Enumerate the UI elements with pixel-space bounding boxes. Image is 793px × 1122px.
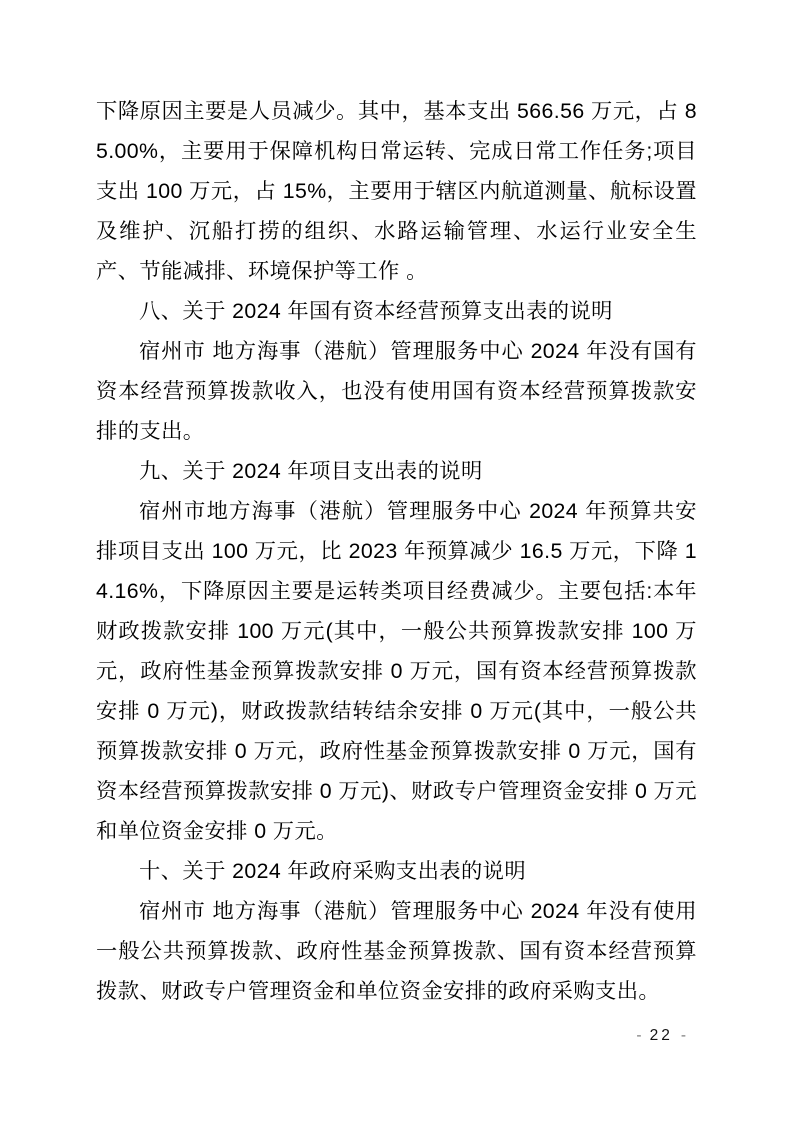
page-number-dash-right: - xyxy=(680,1027,686,1044)
section-heading-10-government-procurement: 十、关于 2024 年政府采购支出表的说明 xyxy=(139,859,527,883)
page-footer xyxy=(628,1025,694,1047)
document-body xyxy=(96,91,697,1011)
section-heading-9-project-expenditure: 九、关于 2024 年项目支出表的说明 xyxy=(139,459,483,483)
page-number-dash-left: - xyxy=(636,1027,642,1044)
paragraph-project-expenditure: 宿州市地方海事（港航）管理服务中心 2024 年预算共安排项目支出 100 万元，比 2023 年预算减少 16.5 万元，下降 14.16%，下降原因主要是运转类项目经费减少。主要包括:本年财政拨款安排 100 万元(其中，一般公共预算拨款安排 100 万元，政府性基金预算拨款安排 0 万元，国有资本经营预算拨款安排 0 万元)，财政拨款结转结余安排 0 万元(其中，一般公共预算拨款安排 0 万元，政府性基金预算拨款安排 0 万元，国有资本经营预算拨款安排 0 万元)、财政专户管理资金安排 0 万元和单位资金安排 0 万元。 xyxy=(96,499,697,843)
paragraph-state-capital-budget: 宿州市 地方海事（港航）管理服务中心 2024 年没有国有资本经营预算拨款收入，也没有使用国有资本经营预算拨款安排的支出。 xyxy=(96,339,697,443)
paragraph-basic-expenditure-continuation: 下降原因主要是人员减少。其中，基本支出 566.56 万元，占 85.00%，主要用于保障机构日常运转、完成日常工作任务;项目支出 100 万元，占 15%，主要用于辖区内航道测量、航标设置及维护、沉船打捞的组织、水路运输管理、水运行业安全生产、节能减排、环境保护等工作 。 xyxy=(96,99,697,283)
paragraph-government-procurement: 宿州市 地方海事（港航）管理服务中心 2024 年没有使用一般公共预算拨款、政府性基金预算拨款、国有资本经营预算拨款、财政专户管理资金和单位资金安排的政府采购支出。 xyxy=(96,899,697,1003)
section-heading-8-state-capital-budget: 八、关于 2024 年国有资本经营预算支出表的说明 xyxy=(139,299,613,323)
page-number: 22 xyxy=(649,1027,673,1044)
